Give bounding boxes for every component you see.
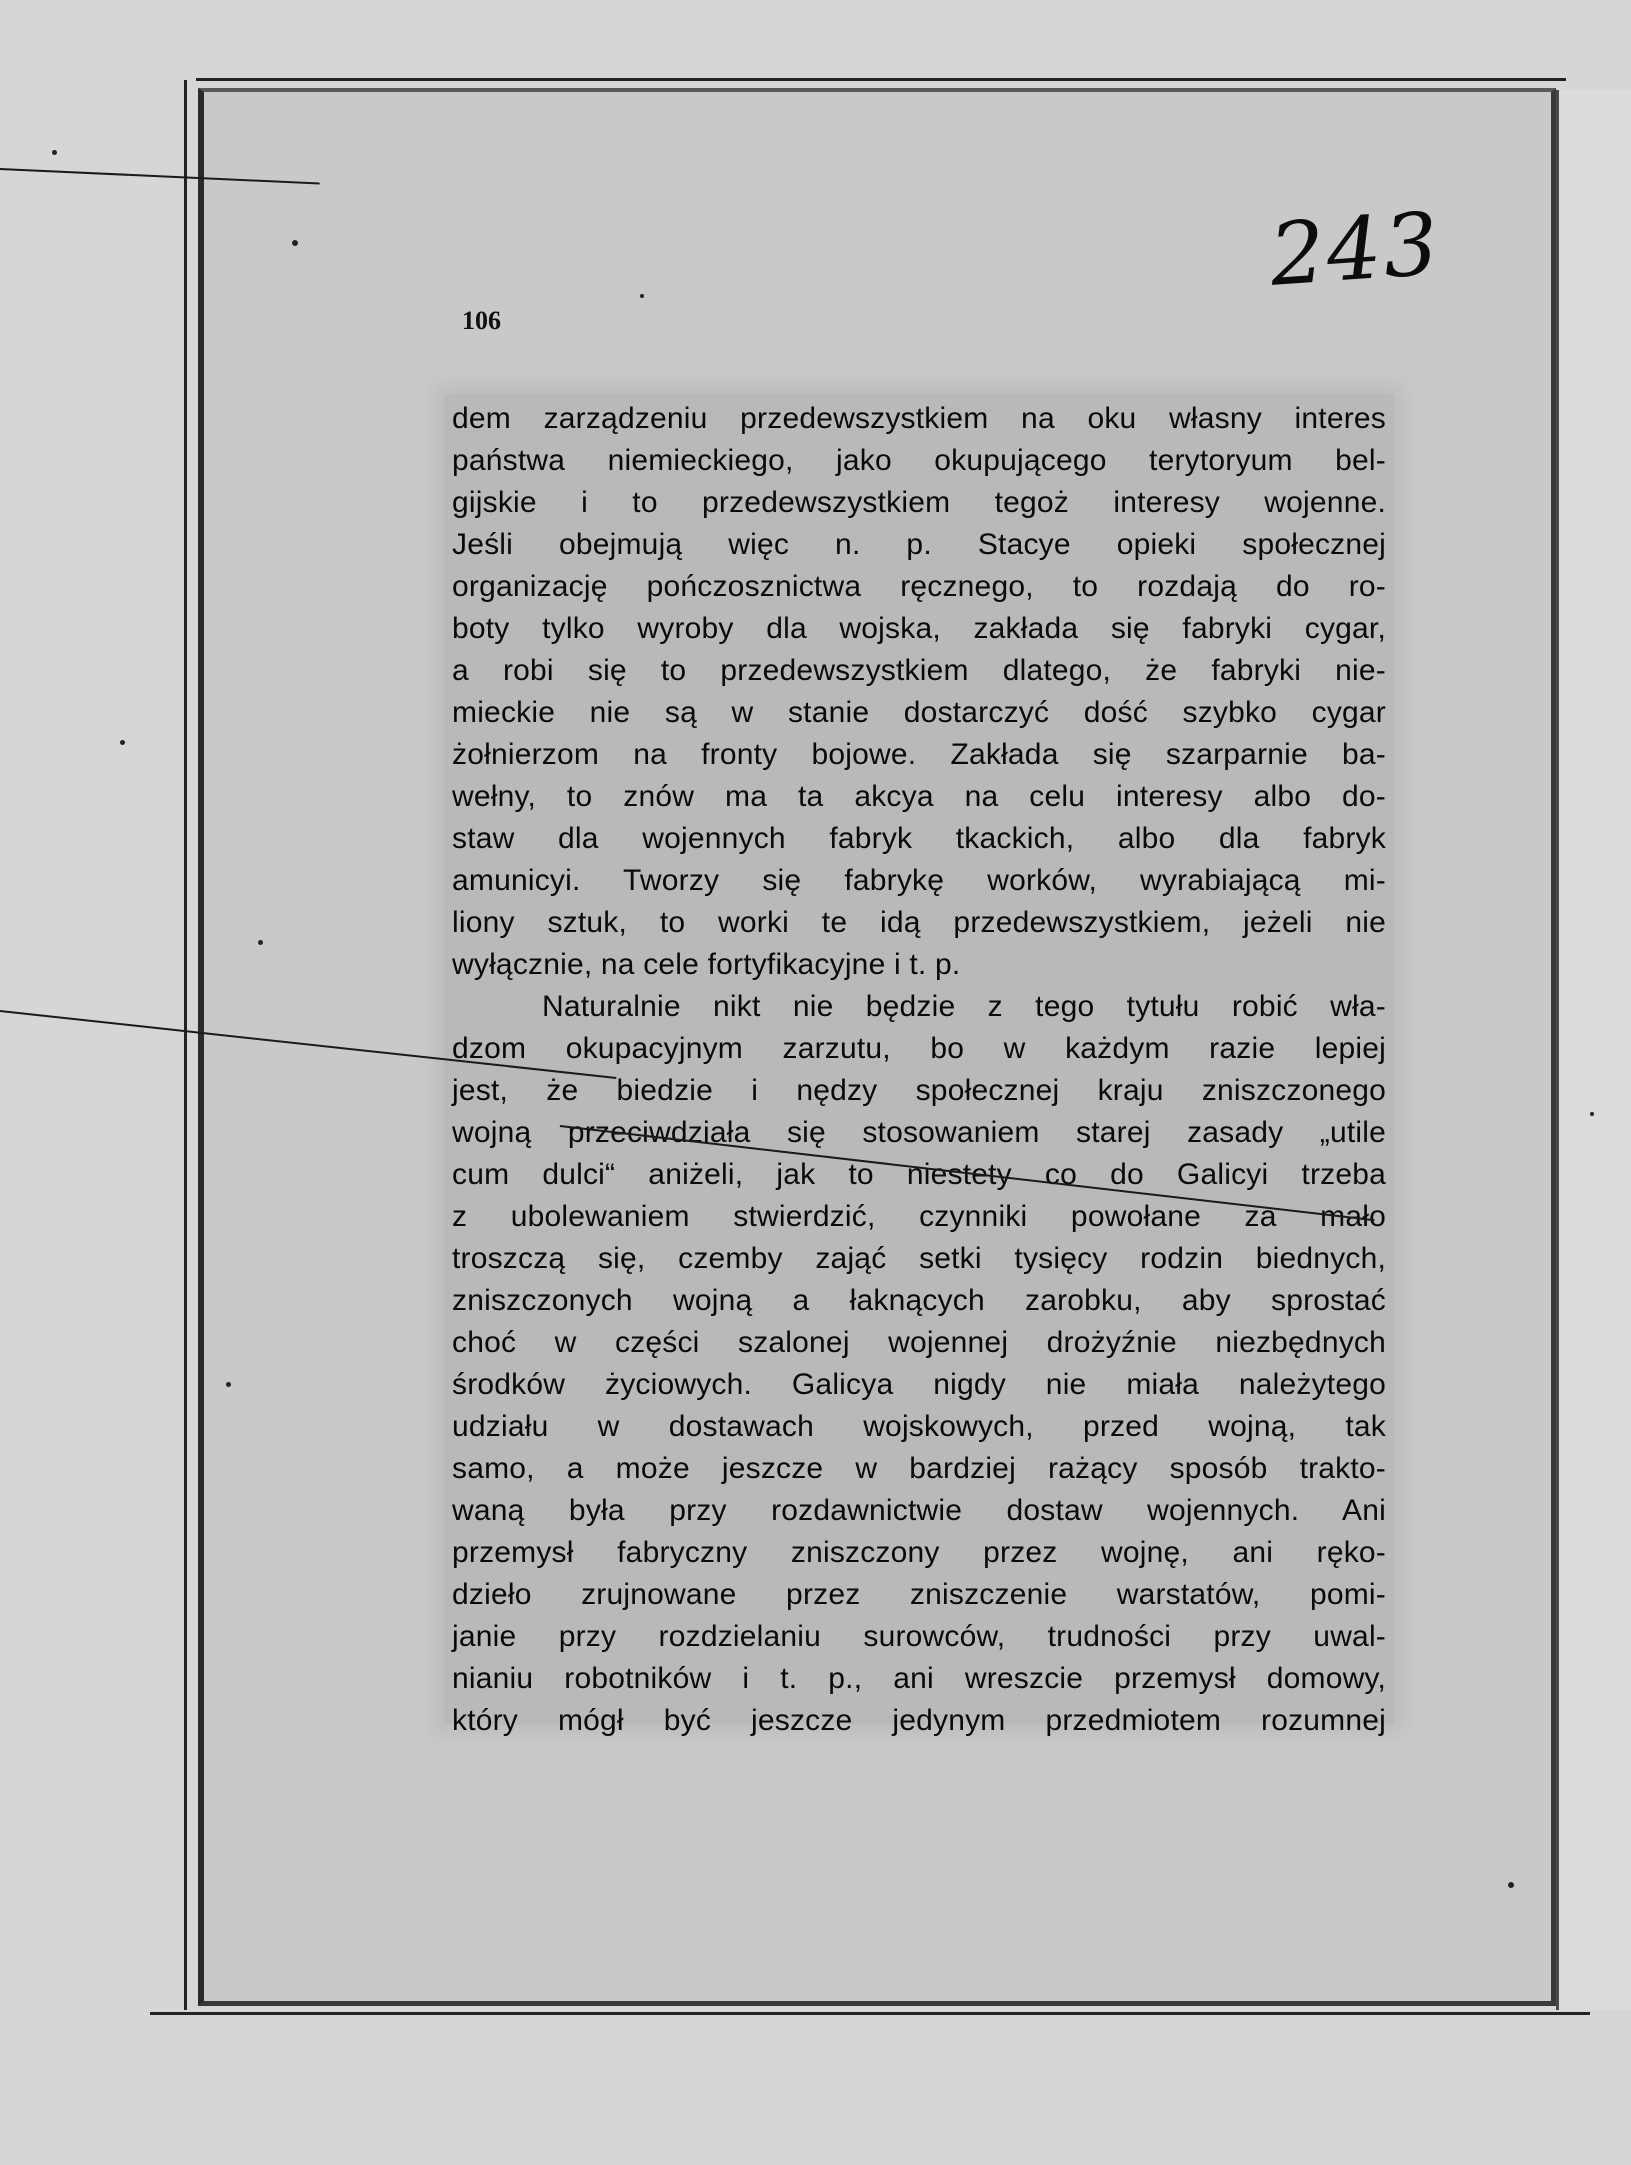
dust-speck	[120, 740, 125, 745]
text-line: Jeśli obejmują więc n. p. Stacye opieki społecznej	[452, 528, 1386, 561]
text-line: udziału w dostawach wojskowych, przed wojną, tak	[452, 1410, 1386, 1443]
text-line: jest, że biedzie i nędzy społecznej kraju zniszczonego	[452, 1074, 1386, 1107]
text-line: środków życiowych. Galicya nigdy nie miała należytego	[452, 1368, 1386, 1401]
text-line: waną była przy rozdawnictwie dostaw wojennych. Ani	[452, 1494, 1386, 1527]
text-line: choć w części szalonej wojennej drożyźnie niezbędnych	[452, 1326, 1386, 1359]
text-line: wojną przeciwdziała się stosowaniem starej zasady „utile	[452, 1116, 1386, 1149]
dust-speck	[52, 150, 57, 155]
film-edge-top	[196, 78, 1566, 81]
text-line: troszczą się, czemby zająć setki tysięcy rodzin biednych,	[452, 1242, 1386, 1275]
dust-speck	[1508, 1882, 1514, 1888]
dust-speck	[258, 940, 263, 945]
dust-speck	[292, 240, 298, 246]
text-line: wyłącznie, na cele fortyfikacyjne i t. p.	[452, 948, 961, 981]
text-line: liony sztuk, to worki te idą przedewszystkiem, jeżeli nie	[452, 906, 1386, 939]
text-line: dzom okupacyjnym zarzutu, bo w każdym razie lepiej	[452, 1032, 1386, 1065]
text-line: zniszczonych wojną a łaknących zarobku, aby sprostać	[452, 1284, 1386, 1317]
text-line: dzieło zrujnowane przez zniszczenie warstatów, pomi-	[452, 1578, 1386, 1611]
text-line: wełny, to znów ma ta akcya na celu interesy albo do-	[452, 780, 1386, 813]
text-line: samo, a może jeszcze w bardziej rażący sposób trakto-	[452, 1452, 1386, 1485]
text-line: państwa niemieckiego, jako okupującego terytoryum bel-	[452, 444, 1386, 477]
text-line: z ubolewaniem stwierdzić, czynniki powołane za mało	[452, 1200, 1386, 1233]
page-number: 106	[462, 306, 501, 335]
text-line: nianiu robotników i t. p., ani wreszcie przemysł domowy,	[452, 1662, 1386, 1695]
film-edge-bottom	[150, 2012, 1590, 2015]
dust-speck	[1590, 1112, 1594, 1116]
text-line: Naturalnie nikt nie będzie z tego tytułu robić wła-	[542, 990, 1386, 1023]
text-line: amunicyi. Tworzy się fabrykę worków, wyrabiającą mi-	[452, 864, 1386, 897]
adjacent-page-edge	[1556, 90, 1631, 2010]
text-line: boty tylko wyroby dla wojska, zakłada się fabryki cygar,	[452, 612, 1386, 645]
text-line: organizację pończosznictwa ręcznego, to rozdają do ro-	[452, 570, 1386, 603]
text-line: dem zarządzeniu przedewszystkiem na oku własny interes	[452, 402, 1386, 435]
text-line: gijskie i to przedewszystkiem tegoż interesy wojenne.	[452, 486, 1386, 519]
text-line: cum dulci“ aniżeli, jak to niestety co do Galicyi trzeba	[452, 1158, 1386, 1191]
text-line: przemysł fabryczny zniszczony przez wojnę, ani ręko-	[452, 1536, 1386, 1569]
dust-speck	[640, 294, 644, 298]
film-edge-left	[184, 80, 187, 2010]
dust-speck	[226, 1382, 231, 1387]
handwritten-archive-number: 243	[1266, 194, 1444, 306]
text-line: staw dla wojennych fabryk tkackich, albo dla fabryk	[452, 822, 1386, 855]
text-line: janie przy rozdzielaniu surowców, trudności przy uwal-	[452, 1620, 1386, 1653]
text-line: żołnierzom na fronty bojowe. Zakłada się szarparnie ba-	[452, 738, 1386, 771]
text-line: a robi się to przedewszystkiem dlatego, że fabryki nie-	[452, 654, 1386, 687]
text-line: który mógł być jeszcze jedynym przedmiotem rozumnej	[452, 1704, 1386, 1737]
text-line: mieckie nie są w stanie dostarczyć dość szybko cygar	[452, 696, 1386, 729]
